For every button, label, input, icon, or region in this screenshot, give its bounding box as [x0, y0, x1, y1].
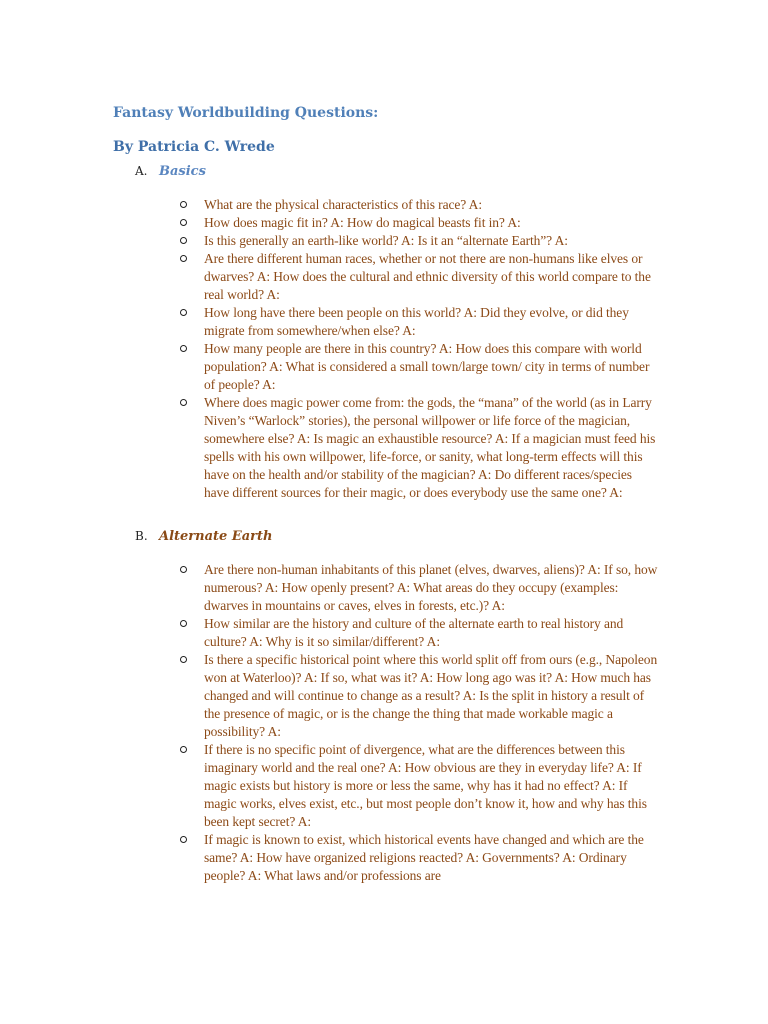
document-author: By Patricia C. Wrede [113, 139, 275, 155]
question-text: Are there different human races, whether or not there are non-humans like elves or dwarves? A: How does the cultural and ethnic diversity of this world compare to the real world? A: [204, 251, 651, 302]
question-item [180, 561, 660, 615]
question-list-alternate-earth [180, 561, 660, 885]
section-heading-alternate-earth [135, 529, 272, 544]
circle-bullet-icon [180, 219, 187, 226]
question-item [180, 651, 660, 741]
question-text: How does magic fit in? A: How do magical beasts fit in? A: [204, 215, 521, 230]
question-text: How similar are the history and culture of the alternate earth to real history and culture? A: Why is it so similar/different? A: [204, 616, 624, 649]
question-text: How long have there been people on this world? A: Did they evolve, or did they migrate from somewhere/when else? A: [204, 305, 629, 338]
section-letter: A. [135, 164, 148, 178]
question-item [180, 831, 660, 885]
section-letter: B. [135, 529, 148, 543]
question-item [180, 394, 660, 502]
question-text: If magic is known to exist, which historical events have changed and which are the same? A: How have organized religions reacted? A: Governments? A: Ordinary people? A: What laws and/or professions are [204, 832, 644, 883]
question-text: If there is no specific point of divergence, what are the differences between this imaginary world and the real one? A: How obvious are they in everyday life? A: If magic exists but history is more or less the same, why has it had no effect? A: If magic works, elves exist, etc., but most people don’t know it, how and why has this been kept secret? A: [204, 742, 647, 829]
question-item [180, 232, 660, 250]
circle-bullet-icon [180, 309, 187, 316]
question-text: Is this generally an earth-like world? A: Is it an “alternate Earth”? A: [204, 233, 568, 248]
question-item [180, 741, 660, 831]
question-text: What are the physical characteristics of this race? A: [204, 197, 482, 212]
section-title: Basics [159, 164, 206, 179]
circle-bullet-icon [180, 345, 187, 352]
question-item [180, 304, 660, 340]
document-title: Fantasy Worldbuilding Questions: [113, 105, 379, 121]
question-text: Where does magic power come from: the gods, the “mana” of the world (as in Larry Niven’s “Warlock” stories), the personal willpower or life force of the magician, somewhere else? A: Is magic an exhaustible resource? A: If a magician must feed his spells with his own willpower, life-force, or sanity, what long-term effects will this have on the health and/or stability of the magician? A: Do different races/species have different sources for their magic, or does everybody use the same one? A: [204, 395, 656, 500]
circle-bullet-icon [180, 836, 187, 843]
question-item [180, 196, 660, 214]
section-heading-basics [135, 164, 206, 179]
circle-bullet-icon [180, 656, 187, 663]
question-text: Are there non-human inhabitants of this planet (elves, dwarves, aliens)? A: If so, how numerous? A: How openly present? A: What areas do they occupy (examples: dwarves in mountains or caves, elves in forests, etc.)? A: [204, 562, 658, 613]
question-text: How many people are there in this country? A: How does this compare with world population? A: What is considered a small town/large town/ city in terms of number of people? A: [204, 341, 650, 392]
question-item [180, 250, 660, 304]
circle-bullet-icon [180, 237, 187, 244]
circle-bullet-icon [180, 566, 187, 573]
question-list-basics [180, 196, 660, 502]
circle-bullet-icon [180, 746, 187, 753]
question-item [180, 214, 660, 232]
circle-bullet-icon [180, 399, 187, 406]
question-text: Is there a specific historical point where this world split off from ours (e.g., Napoleon won at Waterloo)? A: If so, what was it? A: How long ago was it? A: How much has changed and will continue to change as a result? A: Is the split in history a result of the presence of magic, or is the change the thing that made workable magic a possibility? A: [204, 652, 658, 739]
question-item [180, 340, 660, 394]
circle-bullet-icon [180, 620, 187, 627]
circle-bullet-icon [180, 255, 187, 262]
question-item [180, 615, 660, 651]
circle-bullet-icon [180, 201, 187, 208]
section-title: Alternate Earth [159, 529, 273, 544]
